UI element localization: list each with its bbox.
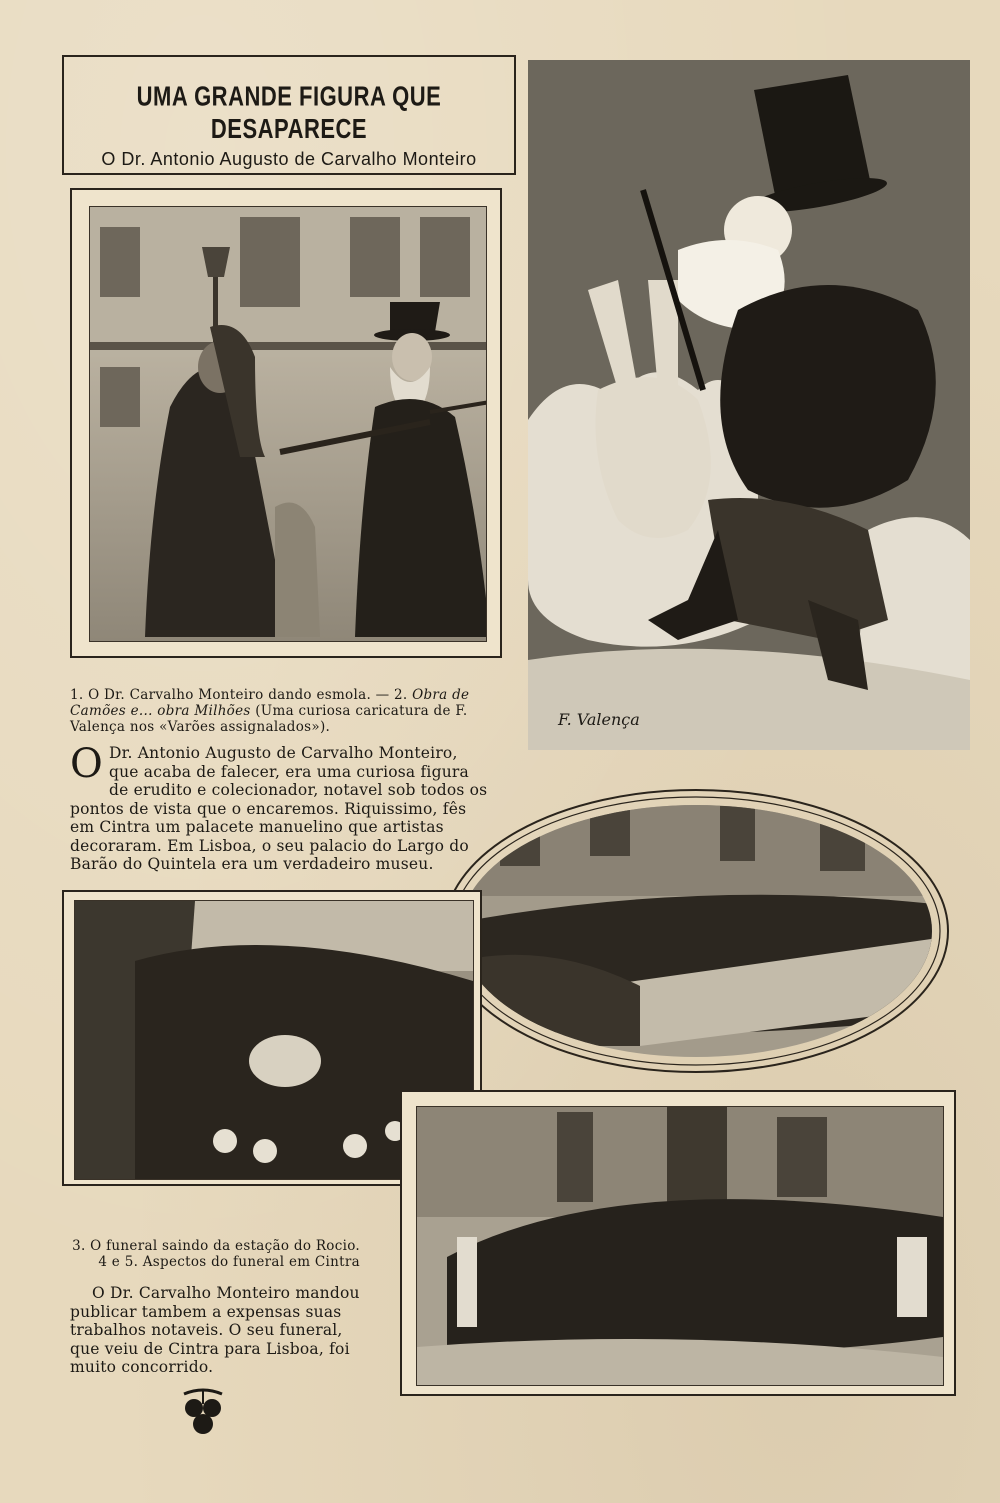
closing-paragraph: O Dr. Carvalho Monteiro mandou publicar tambem a expensas suas trabalhos notaveis. O seu funeral, que veiu de Cintra para Lisboa, foi muito concorrido. bbox=[70, 1284, 360, 1376]
caricature-signature: F. Valença bbox=[558, 710, 640, 729]
caption-3: 3. O funeral saindo da estação do Rocio. bbox=[72, 1238, 360, 1254]
photo-frame-5 bbox=[400, 1090, 956, 1396]
article-text: Dr. Antonio Augusto de Carvalho Monteiro, que acaba de falecer, era uma curiosa figura de erudito e colecionador, notavel sob todos os pontos de vista que o encaremos. Riquissimo, fês em Cintra um palacete manuelino que artistas decoraram. Em Lisboa, o seu palacio do Largo do Barão do Quintela era um verdadeiro museu. bbox=[70, 744, 488, 873]
caption-2-text: (Uma curiosa caricatura de F. Valença nos «Varões assignalados»). bbox=[70, 703, 468, 735]
page-subtitle: O Dr. Antonio Augusto de Carvalho Monteiro bbox=[101, 149, 477, 169]
caption-2-title: Obra de Camões e... obra Milhões bbox=[70, 687, 470, 719]
page-title: UMA GRANDE FIGURA QUE DESAPARECE bbox=[136, 80, 442, 145]
caption-photos-1-2 bbox=[70, 687, 488, 735]
photo-funeral-cintra bbox=[416, 1106, 944, 1386]
caption-1-text: 1. O Dr. Carvalho Monteiro dando esmola. — 2. bbox=[70, 687, 408, 703]
caption-4-5: 4 e 5. Aspectos do funeral em Cintra bbox=[98, 1254, 360, 1270]
article-paragraph bbox=[70, 741, 488, 874]
caption-photos-3-5 bbox=[70, 1238, 360, 1270]
photo-frame-1 bbox=[70, 188, 502, 658]
photo-alms bbox=[89, 206, 487, 642]
photo-oval-frame bbox=[440, 786, 952, 1076]
title-box bbox=[62, 55, 516, 175]
photo-oval-funeral bbox=[440, 786, 952, 1076]
ornament-icon bbox=[182, 1386, 224, 1438]
drop-cap: O bbox=[70, 741, 103, 787]
photo-caricature bbox=[528, 60, 970, 750]
